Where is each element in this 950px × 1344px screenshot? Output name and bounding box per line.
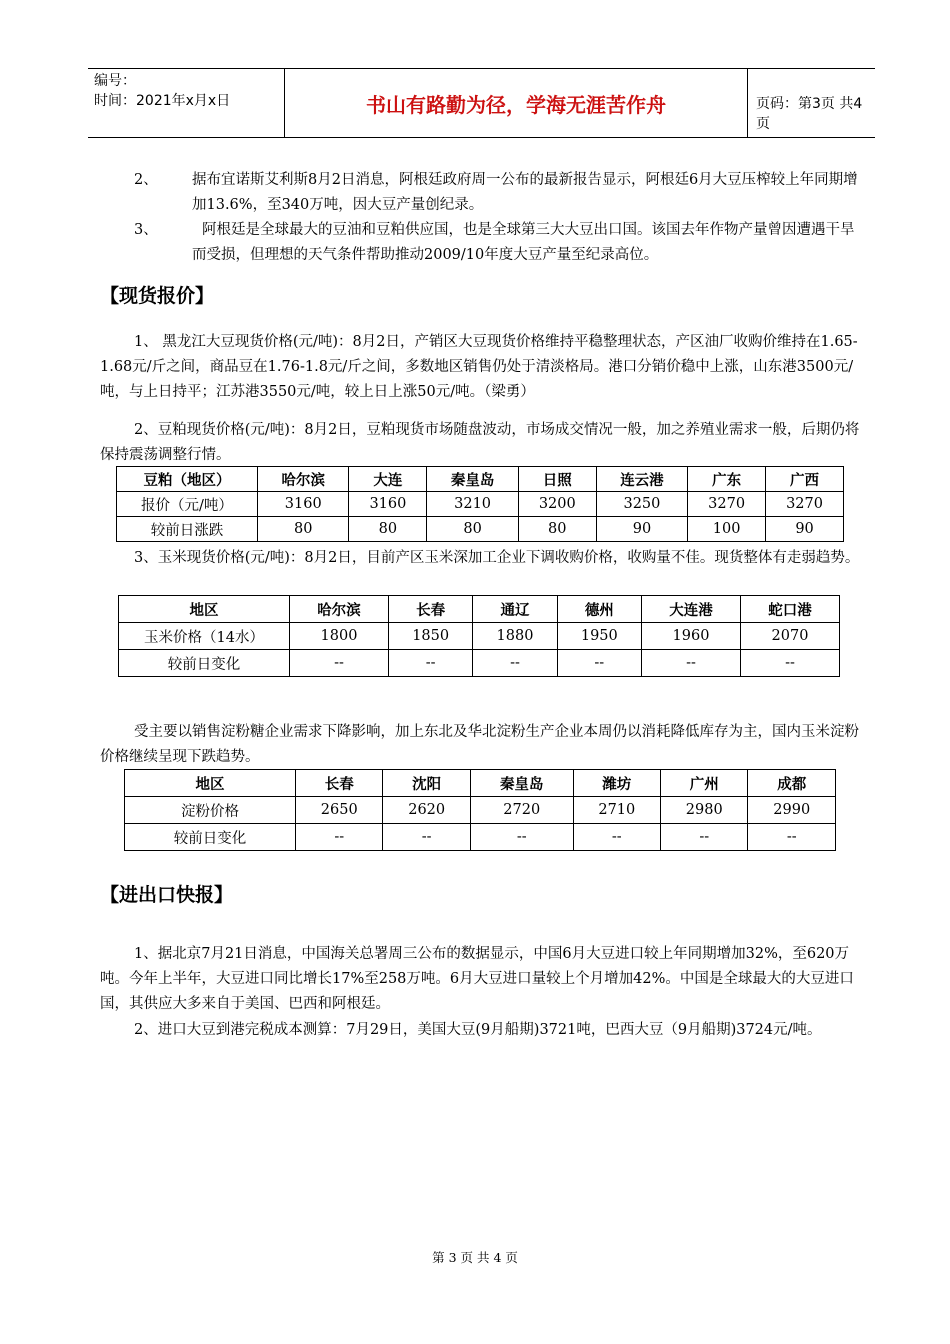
table-row [117,492,844,517]
table-header-cell: 成都 [748,770,836,797]
table-cell: 2990 [748,797,836,824]
table-cell: -- [573,824,660,851]
spot-para-4: 受主要以销售淀粉糖企业需求下降影响，加上东北及华北淀粉生产企业本周仍以消耗降低库存为主，国内玉米淀粉价格继续呈现下跌趋势。 [100,724,859,765]
table-cell: 3270 [688,492,766,517]
table-header-cell: 秦皇岛 [470,770,573,797]
news-2-text: 据布宜诺斯艾利斯8月2日消息，阿根廷政府周一公布的最新报告显示，阿根廷6月大豆压榨较上年同期增加13.6%，至340万吨，因大豆产量创纪录。 [192,172,858,213]
table-cell: -- [383,824,470,851]
table-cell: 2980 [661,797,748,824]
table-cell: 80 [349,517,427,542]
page-label: 页码：第3页 共4页 [756,96,863,132]
table-header-cell: 广西 [766,467,844,492]
table-cell: 90 [596,517,687,542]
table-cell: 1850 [389,623,473,650]
table-cell: -- [290,650,389,677]
table-row [125,824,836,851]
table-cell: -- [641,650,740,677]
table-header-cell: 秦皇岛 [427,467,518,492]
table-cell: 80 [258,517,349,542]
section-title-trade: 【进出口快报】 [100,884,234,906]
page-footer: 第 3 页 共 4 页 [432,1250,518,1265]
table-cell: 1960 [641,623,740,650]
page-header [88,68,875,138]
table-cell: -- [740,650,839,677]
table-cell: 报价（元/吨） [117,492,258,517]
spot-para-3: 3、玉米现货价格(元/吨)：8月2日，目前产区玉米深加工企业下调收购价格，收购量不佳。现货整体有走弱趋势。 [134,550,860,566]
table-cell: 较前日涨跌 [117,517,258,542]
table-cell: 3160 [349,492,427,517]
table-cell: 2710 [573,797,660,824]
table-cell: 3160 [258,492,349,517]
table-header-cell: 连云港 [596,467,687,492]
table-cell: 3270 [766,492,844,517]
table-cell: 100 [688,517,766,542]
corn-price-table [118,595,840,677]
table-header-cell: 德州 [557,596,641,623]
news-2-number: 2、 [134,172,158,188]
time-label: 时间：2021年x月x日 [94,93,231,109]
table-cell: 1880 [473,623,557,650]
table-cell: 2720 [470,797,573,824]
table-cell: 90 [766,517,844,542]
number-label: 编号： [94,73,136,89]
table-header-cell: 长春 [296,770,383,797]
table-header-cell: 哈尔滨 [258,467,349,492]
table-header-cell: 地区 [125,770,296,797]
table-cell: 较前日变化 [119,650,290,677]
table-header-cell: 沈阳 [383,770,470,797]
spot-para-1: 1、 黑龙江大豆现货价格(元/吨)：8月2日，产销区大豆现货价格维持平稳整理状态，产区油厂收购价维持在1.65-1.68元/斤之间，商品豆在1.76-1.8元/斤之间，多数地区销售仍处于清淡格局。港口分销价稳中上涨，山东港3500元/吨，与上日持平；江苏港3550元/吨，较上日上涨50元/吨。（梁勇） [100,334,858,400]
table-cell: 3250 [596,492,687,517]
trade-para-1: 1、据北京7月21日消息，中国海关总署周三公布的数据显示，中国6月大豆进口较上年同期增加32%，至620万吨。今年上半年，大豆进口同比增长17%至258万吨。6月大豆进口量较上个月增加42%。中国是全球最大的大豆进口国，其供应大多来自于美国、巴西和阿根廷。 [100,946,854,1012]
table-cell: 2070 [740,623,839,650]
table-cell: 80 [518,517,596,542]
table-cell: 玉米价格（14水） [119,623,290,650]
table-cell: -- [473,650,557,677]
table-cell: -- [296,824,383,851]
table-header-cell: 通辽 [473,596,557,623]
table-header-row [125,770,836,797]
table-row [119,623,840,650]
table-row [119,650,840,677]
table-header-cell: 哈尔滨 [290,596,389,623]
table-cell: -- [661,824,748,851]
table-row [117,517,844,542]
table-cell: -- [470,824,573,851]
table-cell: 2620 [383,797,470,824]
table-header-cell: 豆粕（地区） [117,467,258,492]
table-row [125,797,836,824]
table-header-cell: 日照 [518,467,596,492]
table-cell: 较前日变化 [125,824,296,851]
table-cell: 1800 [290,623,389,650]
news-3-number: 3、 [134,222,158,238]
header-meta [94,71,284,111]
table-header-row [119,596,840,623]
starch-price-table [124,769,836,851]
table-cell: 80 [427,517,518,542]
news-3-text: 阿根廷是全球最大的豆油和豆粕供应国，也是全球第三大大豆出口国。该国去年作物产量曾因遭遇干旱而受损，但理想的天气条件帮助推动2009/10年度大豆产量至纪录高位。 [192,222,855,263]
table-cell: 2650 [296,797,383,824]
table-header-row [117,467,844,492]
table-header-cell: 蛇口港 [740,596,839,623]
table-header-cell: 潍坊 [573,770,660,797]
section-title-spot: 【现货报价】 [100,285,215,307]
table-cell: 淀粉价格 [125,797,296,824]
table-header-cell: 大连 [349,467,427,492]
meal-price-table [116,466,844,542]
motto: 书山有路勤为径，学海无涯苦作舟 [284,69,748,137]
table-header-cell: 大连港 [641,596,740,623]
table-cell: -- [557,650,641,677]
table-cell: 3210 [427,492,518,517]
table-cell: -- [748,824,836,851]
table-header-cell: 长春 [389,596,473,623]
table-header-cell: 广州 [661,770,748,797]
table-cell: 3200 [518,492,596,517]
table-header-cell: 广东 [688,467,766,492]
table-cell: -- [389,650,473,677]
spot-para-2: 2、豆粕现货价格(元/吨)：8月2日，豆粕现货市场随盘波动，市场成交情况一般，加之养殖业需求一般，后期仍将保持震荡调整行情。 [100,422,860,463]
table-cell: 1950 [557,623,641,650]
trade-para-2: 2、进口大豆到港完税成本测算：7月29日，美国大豆(9月船期)3721吨，巴西大豆（9月船期)3724元/吨。 [134,1022,822,1038]
table-header-cell: 地区 [119,596,290,623]
